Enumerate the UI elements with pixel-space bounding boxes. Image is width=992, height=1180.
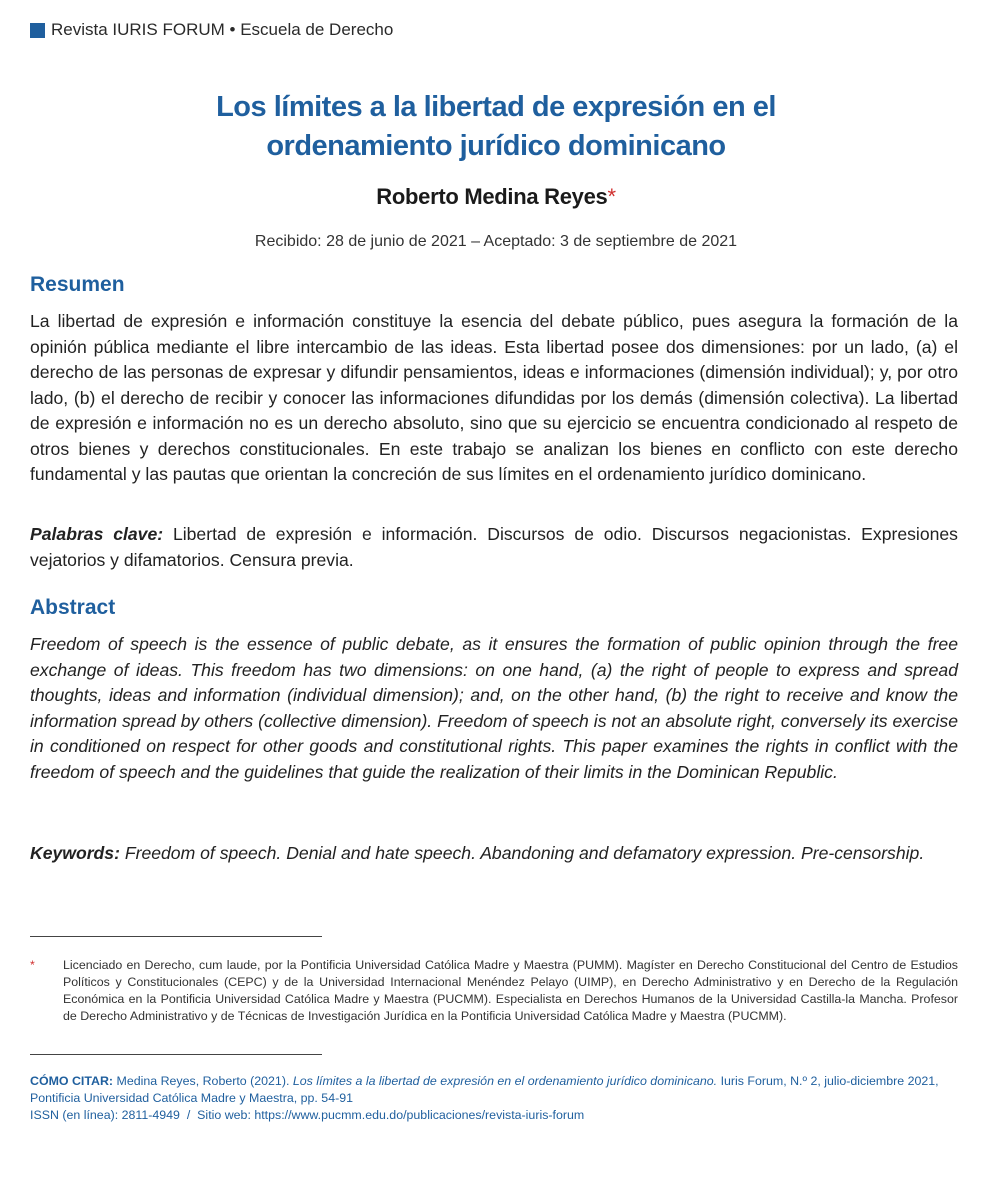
abstract-text: Freedom of speech is the essence of public debate, as it ensures the formation of public opinion through the free exchange of ideas. This freedom has two dimensions: on one hand, (a) the right of people to express and spread thoughts, ideas and information (individual dimension); and, on the other hand, (b) the right to receive and know the information spread by others (collective dimension). Freedom of speech is not an absolute right, conversely its exercise in conditioned on respect for other goods and constitutional rights. This paper examines the rights in conflict with the freedom of speech and the guidelines that guide the realization of their limits in the Dominican Republic. [30,634,958,782]
title-line-2: ordenamiento jurídico dominicano [266,130,726,162]
citation-label: CÓMO CITAR: [30,1074,114,1088]
author-footnote-mark[interactable]: * [607,184,616,209]
footnote-divider [30,936,322,937]
issn-separator: / [186,1108,191,1122]
article-title [0,88,992,166]
author-name: Roberto Medina Reyes [376,184,608,209]
footnote-text: Licenciado en Derecho, cum laude, por la Pontificia Universidad Católica Madre y Maestra (PUMM). Magíster en Derecho Constitucional del Centro de Estudios Políticos y Constitucionales (CEPC) y de la Universidad Internacional Menéndez Pelayo (UIMP), en Derecho Administrativo y en Derecho de la Regulación Económica en la Pontificia Universidad Católica Madre y Maestra (PUCMM). Especialista en Derechos Humanos de la Universidad Castilla-la Mancha. Profesor de Derecho Administrativo y de Técnicas de Investigación Jurídica en la Pontificia Universidad Católica Madre y Maestra (PUCMM). [63,958,958,1023]
palabras-clave-text: Libertad de expresión e información. Discursos de odio. Discursos negacionistas. Expresiones vejatorios y difamatorios. Censura previa. [30,524,958,570]
author [0,184,992,210]
citation-block [30,1073,960,1124]
keywords-text: Freedom of speech. Denial and hate speech. Abandoning and defamatory expression. Pre-censorship. [124,843,925,863]
citation-source: Iuris Forum, N.º 2, julio-diciembre 2021, Pontificia Universidad Católica Madre y Maestra, pp. 54-91 [30,1074,939,1105]
title-line-1: Los límites a la libertad de expresión en el [216,91,776,123]
resumen-text: La libertad de expresión e información constituye la esencia del debate público, pues asegura la formación de la opinión pública mediante el libre intercambio de las ideas. Esta libertad posee dos dimensiones: por un lado, (a) el derecho de las personas de expresar y difundir pensamientos, ideas e informaciones (dimensión individual); y, por otro lado, (b) el derecho de recibir y conocer las informaciones difundidas por los demás (dimensión colectiva). La libertad de expresión e información no es un derecho absoluto, sino que su ejercicio se encuentra condicionado al respeto de otros bienes y derechos constitucionales. En este trabajo se analizan los bienes en conflicto con este derecho fundamental y las pautas que orientan la concreción de sus límites en el ordenamiento jurídico dominicano. [30,311,958,484]
running-header [30,20,393,40]
header-separator: • [229,20,236,39]
palabras-clave-label: Palabras clave: [30,524,164,544]
footnote-mark: * [30,958,35,972]
issn: ISSN (en línea): 2811-4949 [30,1108,180,1122]
citation-divider [30,1054,322,1055]
citation-title: Los límites a la libertad de expresión en el ordenamiento jurídico dominicano. [292,1074,718,1088]
abstract-heading: Abstract [30,596,116,619]
journal-name: Revista IURIS FORUM [51,20,225,39]
keywords-label: Keywords: [30,843,120,863]
keywords [30,841,958,867]
website-link[interactable]: Sitio web: https://www.pucmm.edu.do/publicaciones/revista-iuris-forum [197,1108,585,1122]
citation-line [30,1073,960,1107]
school-name: Escuela de Derecho [240,20,394,39]
author-footnote [30,957,958,1025]
citation-authors: Medina Reyes, Roberto (2021). [116,1074,290,1088]
received-accepted-dates: Recibido: 28 de junio de 2021 – Aceptado: 3 de septiembre de 2021 [254,233,738,250]
square-icon [30,23,45,38]
issn-line [30,1107,960,1124]
resumen-heading: Resumen [30,273,125,296]
palabras-clave [30,522,958,573]
